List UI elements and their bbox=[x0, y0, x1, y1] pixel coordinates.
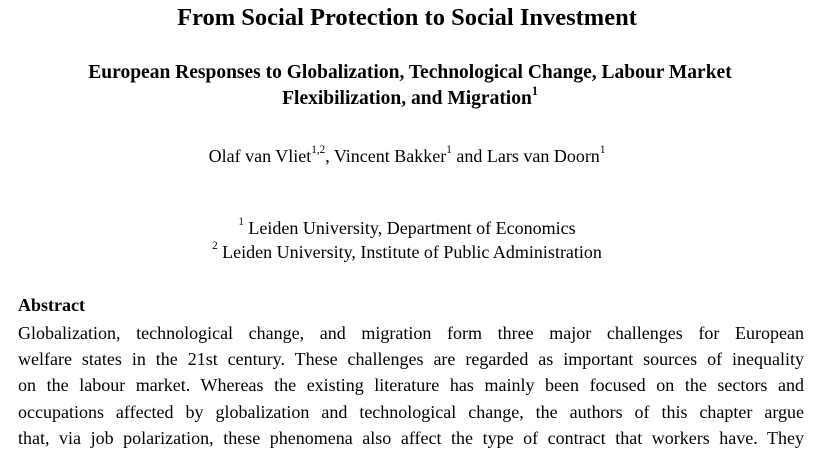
affiliation-list bbox=[0, 216, 814, 264]
author-affiliation-mark: 1 bbox=[446, 144, 452, 157]
author-affiliation-mark: 1 bbox=[599, 144, 606, 157]
author-name: Olaf van Vliet bbox=[208, 146, 312, 166]
abstract-line: on the labour market. Whereas the existing literature has mainly been focused on the sectors and bbox=[18, 375, 804, 396]
subtitle-line-2-text: Flexibilization, and Migration bbox=[282, 88, 532, 109]
abstract-body bbox=[18, 320, 804, 451]
abstract-line: welfare states in the 21st century. These challenges are regarded as important sources of inequality bbox=[18, 349, 804, 370]
paper-title: From Social Protection to Social Investment bbox=[177, 4, 637, 31]
author-name: Vincent Bakker bbox=[333, 146, 447, 166]
affiliation-item bbox=[0, 240, 814, 264]
affiliation-text: Leiden University, Institute of Public Administration bbox=[217, 242, 602, 262]
subtitle-line-2 bbox=[18, 83, 802, 112]
affiliation-text: Leiden University, Department of Economics bbox=[243, 218, 576, 238]
author-separator: , bbox=[325, 146, 334, 166]
paper-subtitle bbox=[18, 60, 802, 112]
abstract-line: occupations affected by globalization and technological change, the authors of this chapter argue bbox=[18, 401, 804, 422]
abstract-line: Globalization, technological change, and migration form three major challenges for European bbox=[18, 323, 804, 343]
subtitle-line-1: European Responses to Globalization, Technological Change, Labour Market bbox=[88, 62, 732, 83]
author-name: Lars van Doorn bbox=[486, 146, 600, 166]
author-list bbox=[0, 144, 814, 168]
affiliation-mark: 1 bbox=[238, 216, 244, 229]
abstract-heading: Abstract bbox=[18, 295, 85, 315]
affiliation-mark: 2 bbox=[212, 240, 218, 253]
author-separator: and bbox=[451, 146, 487, 166]
subtitle-footnote-mark: 1 bbox=[531, 83, 538, 98]
affiliation-item bbox=[0, 216, 814, 240]
abstract-line: that, via job polarization, these phenomena also affect the type of contract that workers have. They bbox=[18, 427, 804, 448]
author-affiliation-mark: 1,2 bbox=[311, 144, 326, 157]
